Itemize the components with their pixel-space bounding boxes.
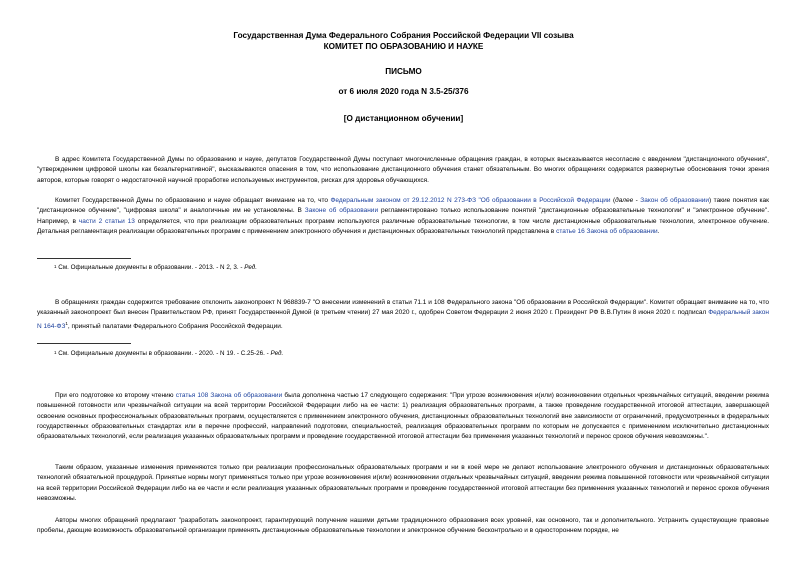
paragraph-4 — [37, 391, 769, 442]
link-federal-law-273[interactable]: Федеральным законом от 29.12.2012 N 273-ФЗ "Об образовании в Российской Федерации — [330, 197, 611, 204]
doc-type: ПИСЬМО — [385, 67, 422, 76]
link-education-law[interactable]: Закон об образовании — [640, 197, 710, 204]
link-article-16[interactable]: статье 16 Закона об образовании — [556, 227, 658, 235]
footnote-2-italic: Ред. — [270, 350, 284, 357]
footnote-2-text: См. Официальные документы в образовании. - 2020. - N 19. - С.25-26. - — [56, 350, 271, 357]
paragraph-3 — [37, 298, 769, 332]
footnote-1-text: См. Официальные документы в образовании. - 2013. - N 2, 3. - — [56, 264, 245, 271]
p2-text-6: определяется, что при реализации образовательных программ используются различные образовательные технологии, в том числе дистанционные образовательные технологии, электронное обучение. Детальная регламентация реализации образовательных программ с применением электронного обучения и дистанционных образовательных технологий представлена в — [37, 217, 769, 235]
link-article-108[interactable]: статья 108 Закона об образовании — [175, 392, 283, 399]
p3-text-2: , принятый палатами Федерального Собрания Российской Федерации. — [67, 322, 283, 330]
doc-subject: [О дистанционном обучении] — [343, 114, 464, 123]
p2-text-4: ) такие понятия как "дистанционное обучение", "цифровая школа" и аналогичные им не установлены. В — [37, 197, 769, 215]
p3-footnote-ref: 1 — [65, 320, 68, 326]
p2-text-2: ( — [610, 197, 616, 204]
footnote-1-italic: Ред. — [244, 264, 258, 271]
paragraph-2 — [37, 196, 769, 237]
p2-italic-dalee: далее — [615, 197, 634, 204]
p4-text-1: При его подготовке ко второму чтению — [55, 392, 176, 399]
link-article-13-part-2[interactable]: части 2 статьи 13 — [78, 217, 135, 225]
link-federal-law-164[interactable]: Федеральный закон N 164-ФЗ — [37, 309, 769, 330]
paragraph-1: В адрес Комитета Государственной Думы по образованию и науке, депутатов Государственной Думы поступает многочисленные обращения граждан, в которых высказывается несогласие с введением "дистанционного обучения", "утверждением цифровой школы как безальтернативной", высказываются опасения в том, что использование дистанционного обучения станет обязательным. Во многих обращениях содержатся развернутые обоснования точки зрения авторов, которые говорят о недостаточной научной проработке используемых инструментов, рисках для здоровья обучающихся. — [37, 156, 769, 184]
footnote-divider-1 — [37, 258, 131, 259]
footnote-1 — [54, 262, 257, 272]
doc-date-number: от 6 июля 2020 года N 3.5-25/376 — [338, 87, 469, 96]
footnote-2-number: 1 — [54, 350, 57, 355]
p4-text-2: была дополнена частью 17 следующего содержания: "При угрозе возникновения и(или) возникновении отдельных чрезвычайных ситуаций, введении режима повышенной готовности или чрезвычайной ситуации на всей территории Российской Федерации либо на ее части: 1) реализация образовательных программ, а также проведение государственной итоговой аттестации, завершающей освоение основных профессиональных образовательных программ, осуществляется с применением электронного обучения, дистанционных образовательных технологий вне зависимости от ограничений, предусмотренных в федеральных государственных образовательных стандартах или в перечне профессий, направлений подготовки, специальностей, реализация образовательных программ по которым не допускается с применением исключительно дистанционных образовательных технологий, если реализация указанных образовательных программ и проведение государственной итоговой аттестации без применения указанных технологий и перенос сроков обучения невозможны.". — [37, 392, 769, 441]
committee-title: КОМИТЕТ ПО ОБРАЗОВАНИЮ И НАУКЕ — [323, 42, 484, 51]
p2-text-3: - — [633, 197, 641, 204]
p2-text-7: . — [657, 227, 660, 235]
footnote-divider-2 — [37, 343, 131, 344]
p3-text-1: В обращениях граждан содержится требование отклонить законопроект N 968839-7 "О внесении изменений в статьи 71.1 и 108 Федерального закона "Об образовании в Российской Федерации". Комитет обращает внимание на то, что указанный законопроект был внесен Правительством РФ, принят Государственной Думой (в третьем чтении) 27 мая 2020 г., одобрен Советом Федерации 2 июня 2020 г. Президент РФ В.В.Путин 8 июня 2020 г. подписал — [37, 299, 769, 317]
p2-text-1: Комитет Государственной Думы по образованию и науке обращает внимание на то, что — [55, 197, 331, 204]
paragraph-5: Таким образом, указанные изменения применяются только при реализации профессиональных образовательных программ и ни в коей мере не делают использование электронного обучения и дистанционных образовательных технологий обязательной процедурой. Принятые нормы могут применяться только при угрозе возникновения и(или) возникновении отдельных чрезвычайных ситуаций, введении режима повышенной готовности или чрезвычайной ситуации на всей территории Российской Федерации либо на ее части и если реализация указанных образовательных программ и проведение государственной итоговой аттестации без применения указанных технологий и перенос сроков обучения невозможны. — [37, 464, 769, 502]
footnote-2 — [54, 348, 283, 358]
paragraph-6: Авторы многих обращений предлагают "разработать законопроект, гарантирующий получение нашими детьми традиционного образования всех уровней, как основного, так и дополнительного. Устранить существующие правовые пробелы, дающие возможность образовательной организации применять дистанционные образовательные технологии и электронное обучение бесконтрольно и в одностороннем порядке, не — [37, 517, 769, 535]
footnote-1-number: 1 — [54, 264, 57, 269]
duma-title: Государственная Дума Федерального Собрания Российской Федерации VII созыва — [233, 31, 574, 40]
link-education-law-2[interactable]: Законе об образовании — [304, 207, 379, 215]
p2-text-5: регламентировано только использование понятий "дистанционные образовательные технологии" и "электронное обучение". Например, в — [37, 207, 770, 225]
